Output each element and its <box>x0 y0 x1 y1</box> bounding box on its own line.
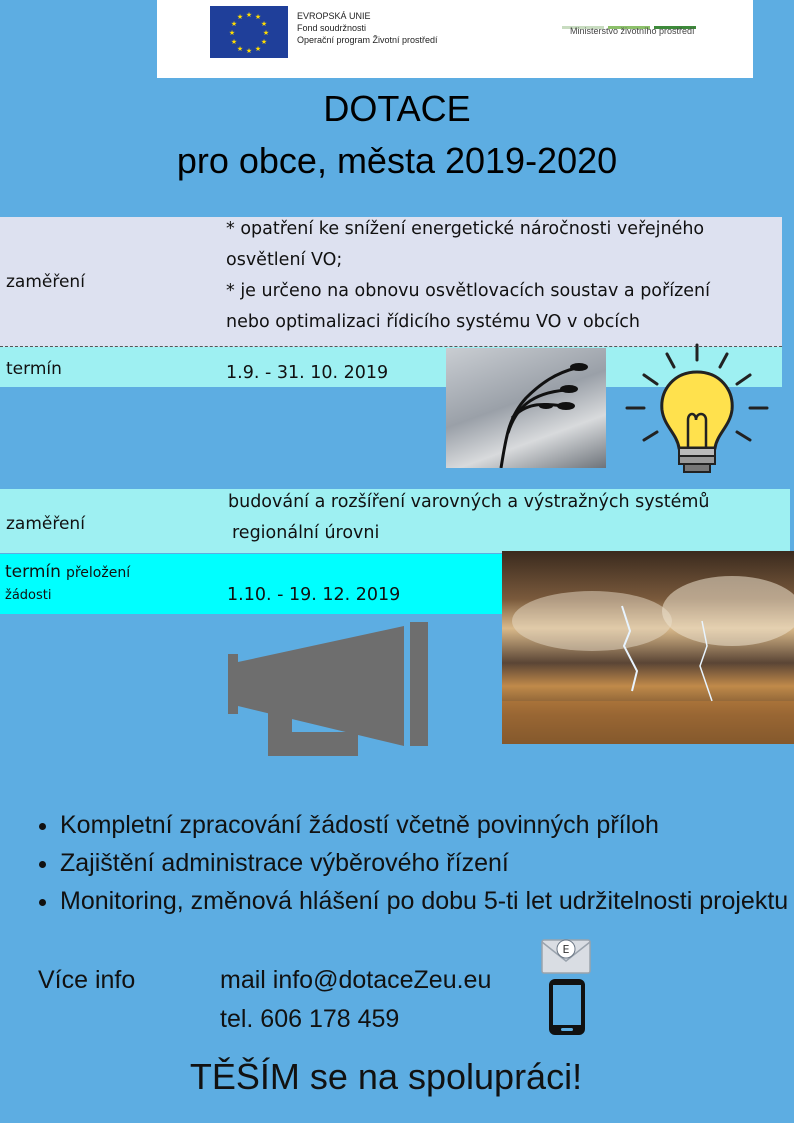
block1-focus-line2: osvětlení VO; <box>226 250 343 270</box>
svg-text:★: ★ <box>245 47 253 55</box>
svg-text:★: ★ <box>254 13 262 21</box>
block2-term-label-extra1: přeložení <box>65 565 131 581</box>
service-list <box>24 806 794 920</box>
block1-focus-text <box>226 214 786 338</box>
block1-term-value: 1.9. - 31. 10. 2019 <box>226 363 389 383</box>
svg-text:★: ★ <box>230 20 238 28</box>
email-icon <box>541 937 591 975</box>
footer-text: TĚŠÍM se na spolupráci! <box>189 1056 583 1097</box>
contact-label: Více info <box>38 966 136 994</box>
svg-text:★: ★ <box>230 38 238 46</box>
street-lamp-photo <box>446 348 606 468</box>
eu-flag-icon <box>210 6 288 58</box>
block2-term-label <box>5 562 130 603</box>
block1-focus-line3: * je určeno na obnovu osvětlovacích soustav a pořízení <box>226 281 710 301</box>
block2-term-value: 1.10. - 19. 12. 2019 <box>227 585 401 605</box>
ministry-logo-text: Ministerstvo životního prostředí <box>570 26 695 36</box>
svg-text:★: ★ <box>236 13 244 21</box>
eu-line2: Fond soudržnosti <box>297 23 367 33</box>
block2-focus-line2: regionální úrovni <box>232 523 380 543</box>
block2-focus-line1: budování a rozšíření varovných a výstražných systémů <box>228 492 710 512</box>
block1-term-label: termín <box>6 359 62 379</box>
svg-text:★: ★ <box>262 29 270 37</box>
contact-mail[interactable]: mail info@dotaceZeu.eu <box>220 966 492 994</box>
svg-text:★: ★ <box>254 45 262 53</box>
logo-bar <box>157 0 753 78</box>
list-item: • Kompletní zpracování žádostí včetně povinných příloh <box>60 806 794 844</box>
contact-tel[interactable]: tel. 606 178 459 <box>220 1005 400 1033</box>
block2-term-label-main: termín <box>5 562 61 582</box>
list-item: • Monitoring, změnová hlášení po dobu 5-ti let udržitelnosti projektu <box>60 882 794 920</box>
phone-icon <box>547 977 587 1037</box>
list-item: • Zajištění administrace výběrového řízení <box>60 844 794 882</box>
eu-line1: EVROPSKÁ UNIE <box>297 11 371 21</box>
eu-logo-text <box>297 10 438 46</box>
block1-focus-line4: nebo optimalizaci řídicího systému VO v obcích <box>226 312 640 332</box>
block1-focus-line1: * opatření ke snížení energetické náročnosti veřejného <box>226 219 705 239</box>
title-line1: DOTACE <box>323 88 471 129</box>
megaphone-icon <box>226 620 430 764</box>
svg-text:★: ★ <box>228 29 236 37</box>
block1-focus-label: zaměření <box>6 272 85 292</box>
eu-line3: Operační program Životní prostředí <box>297 35 438 45</box>
block2-term-label-extra2: žádosti <box>5 588 52 603</box>
block2-focus-label: zaměření <box>6 514 85 534</box>
light-bulb-icon <box>622 340 772 480</box>
svg-text:E: E <box>562 943 570 956</box>
svg-text:★: ★ <box>260 38 268 46</box>
svg-text:★: ★ <box>245 11 253 19</box>
title-line2: pro obce, města 2019-2020 <box>176 140 618 181</box>
svg-text:★: ★ <box>260 20 268 28</box>
block2-focus-text <box>228 487 788 549</box>
svg-text:★: ★ <box>236 45 244 53</box>
storm-photo <box>502 551 794 744</box>
